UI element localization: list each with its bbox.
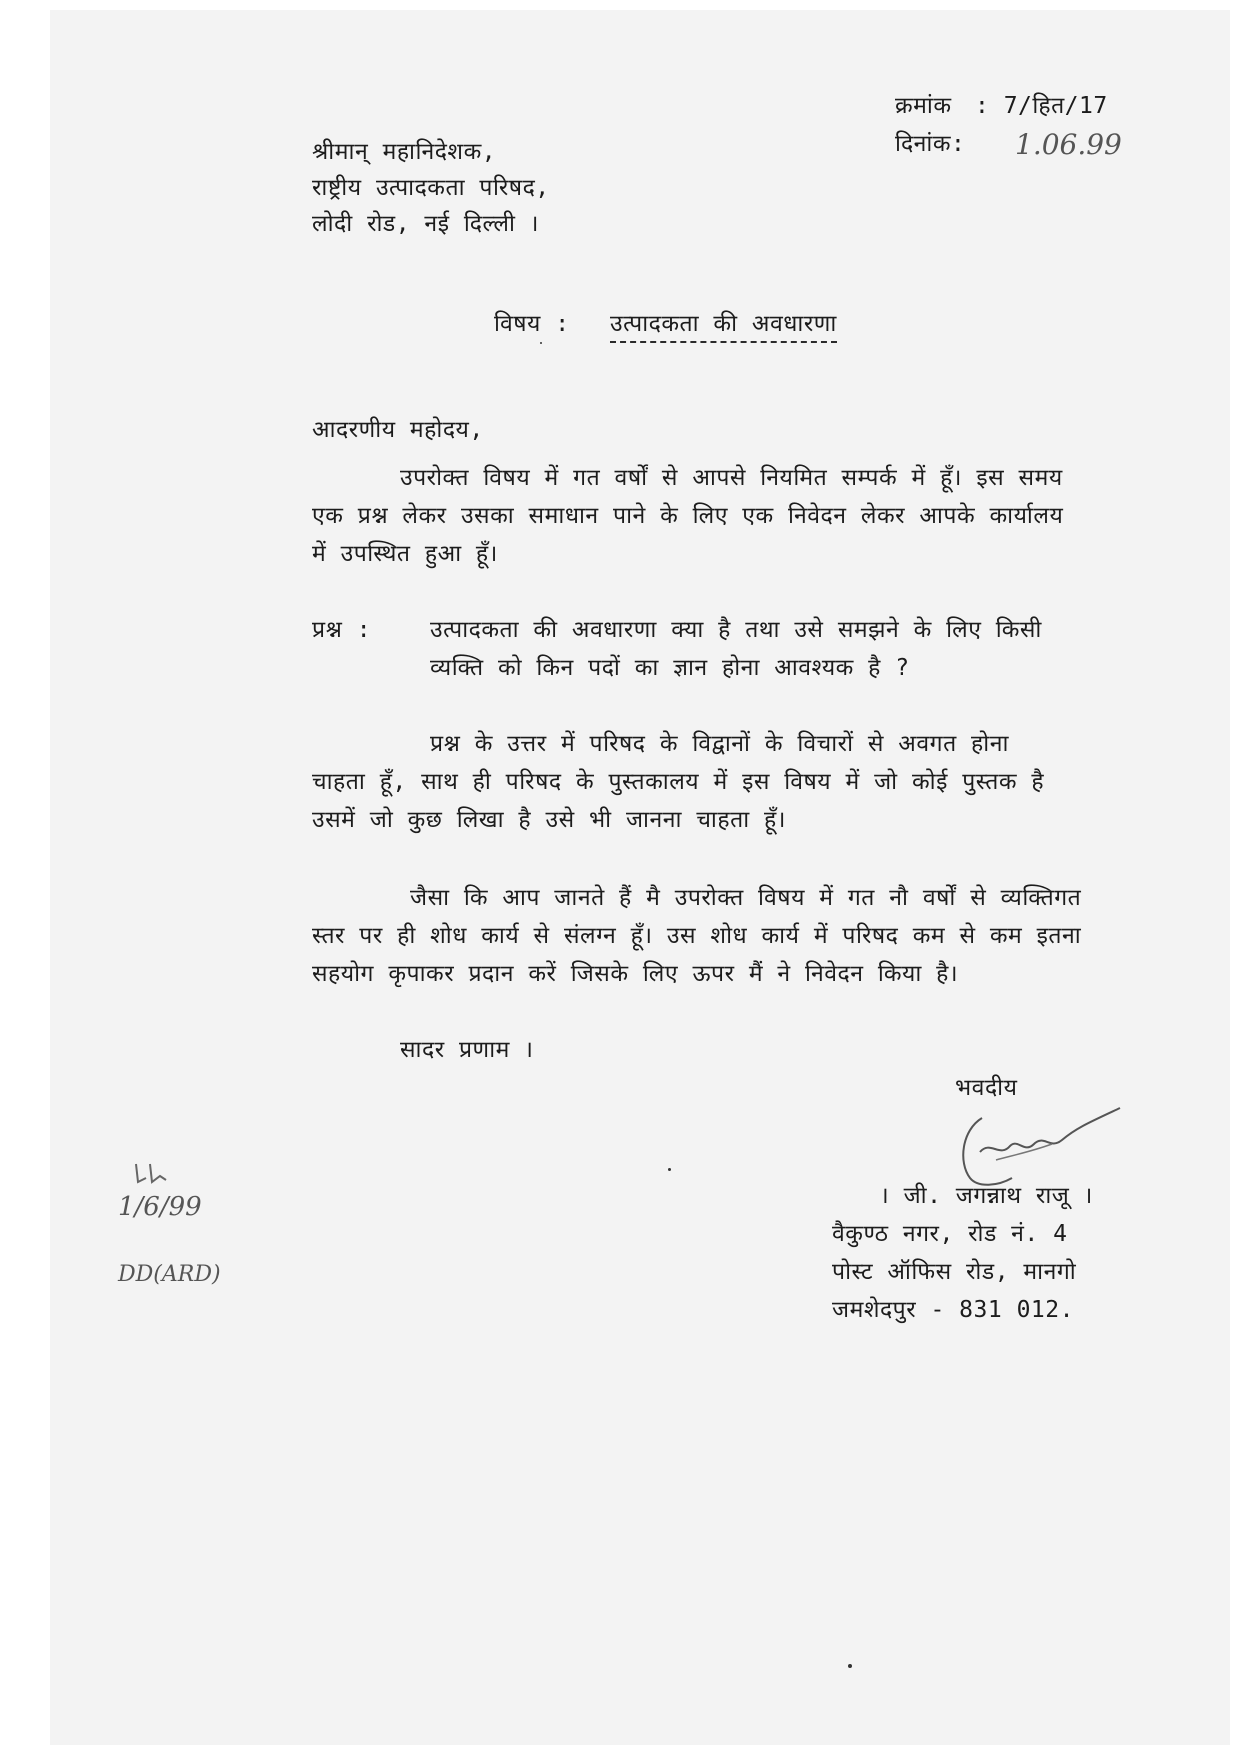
paragraph-3-line-3: सहयोग कृपाकर प्रदान करें जिसके लिए ऊपर मैं ने निवेदन किया है। (312, 961, 959, 987)
sender-name: । जी. जगन्नाथ राजू । (880, 1183, 1093, 1209)
sender-address-line-2: पोस्ट ऑफिस रोड, मानगो (832, 1259, 1077, 1285)
closing: सादर प्रणाम । (400, 1037, 534, 1063)
initials-mark (132, 1160, 172, 1190)
margin-note-date: 1/6/99 (118, 1192, 202, 1222)
date-value: 1.06.99 (1015, 128, 1122, 161)
subject-value: उत्पादकता की अवधारणा (610, 306, 837, 338)
paragraph-3-line-1: जैसा कि आप जानते हैं मै उपरोक्त विषय में गत नौ वर्षों से व्यक्तिगत (410, 885, 1082, 911)
paragraph-2-line-2: चाहता हूँ, साथ ही परिषद के पुस्तकालय में इस विषय में जो कोई पुस्तक है (312, 769, 1045, 795)
question-line-1: उत्पादकता की अवधारणा क्या है तथा उसे समझने के लिए किसी (430, 617, 1042, 643)
reference-label: क्रमांक (895, 93, 952, 119)
margin-note-routing: DD(ARD) (118, 1262, 221, 1287)
scan-speck (668, 1168, 671, 1171)
paragraph-3-line-2: स्तर पर ही शोध कार्य से संलग्न हूँ। उस शोध कार्य में परिषद कम से कम इतना (312, 923, 1082, 949)
date-label: दिनांक: (895, 131, 966, 157)
addressee-line-1: श्रीमान् महानिदेशक, (312, 139, 497, 165)
question-label: प्रश्न : (312, 617, 372, 643)
reference-number: : 7/हित/17 (975, 93, 1108, 119)
valediction: भवदीय (955, 1075, 1018, 1101)
addressee-line-2: राष्ट्रीय उत्पादकता परिषद, (312, 175, 550, 201)
addressee-line-3: लोदी रोड, नई दिल्ली । (312, 211, 539, 237)
paragraph-2-line-1: प्रश्न के उत्तर में परिषद के विद्वानों के विचारों से अवगत होना (430, 731, 1009, 757)
paragraph-1-line-2: एक प्रश्न लेकर उसका समाधान पाने के लिए एक निवेदन लेकर आपके कार्यालय (312, 503, 1064, 529)
paragraph-1-line-1: उपरोक्त विषय में गत वर्षों से आपसे नियमित सम्पर्क में हूँ। इस समय (400, 465, 1063, 491)
salutation: आदरणीय महोदय, (312, 417, 484, 443)
subject-label: विषय : (494, 311, 570, 337)
sender-address-line-3: जमशेदपुर - 831 012. (832, 1297, 1074, 1323)
sender-address-line-1: वैकुण्ठ नगर, रोड नं. 4 (832, 1221, 1068, 1247)
question-line-2: व्यक्ति को किन पदों का ज्ञान होना आवश्यक है ? (430, 655, 910, 681)
paragraph-1-line-3: में उपस्थित हुआ हूँ। (312, 541, 498, 567)
scan-speck (848, 1664, 852, 1668)
paragraph-2-line-3: उसमें जो कुछ लिखा है उसे भी जानना चाहता हूँ। (312, 807, 786, 833)
letter-page (50, 10, 1230, 1745)
scan-speck (540, 342, 542, 344)
